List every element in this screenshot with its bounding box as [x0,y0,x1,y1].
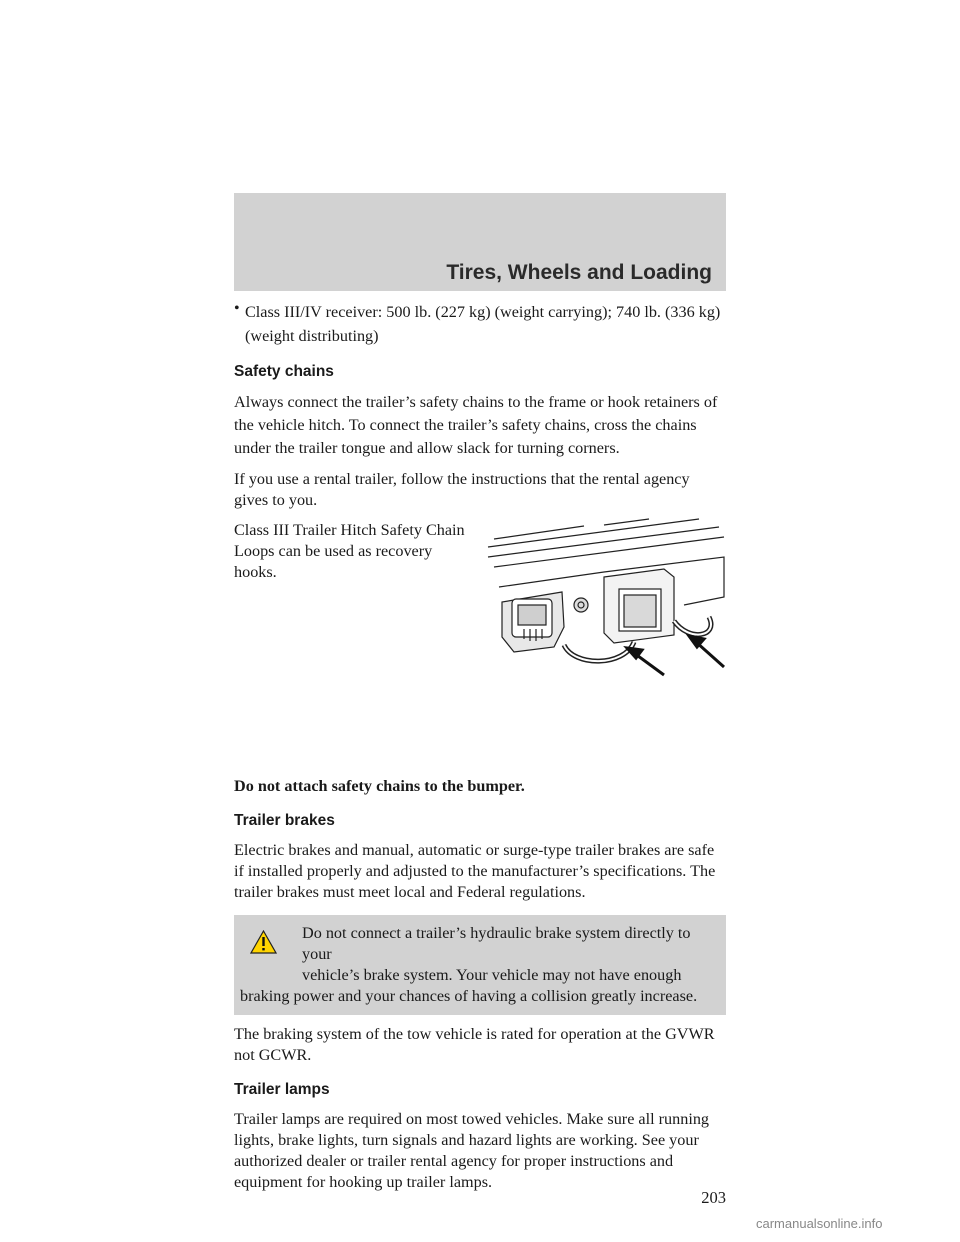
heading-trailer-lamps: Trailer lamps [234,1081,330,1098]
safety-chains-paragraph-1: Always connect the trailer’s safety chains to the frame or hook retainers of the vehicle hitch. To connect the trailer’s safety chains, cross the chains under the trailer tongue and allow slack for turning corners. [234,393,718,457]
warning-triangle-icon [250,930,277,954]
bullet-text: Class III/IV receiver: 500 lb. (227 kg) (weight carrying); 740 lb. (336 kg) (weight distributing) [245,303,721,345]
page-content [234,296,726,1193]
warning-box [234,915,726,1015]
watermark: carmanualsonline.info [756,1216,883,1231]
trailer-lamps-paragraph-1: Trailer lamps are required on most towed vehicles. Make sure all running lights, brake lights, turn signals and hazard lights are working. See your authorized dealer or trailer rental agency for proper instructions and equipment for hooking up trailer lamps. [234,1110,710,1191]
safety-chains-bumper-warning: Do not attach safety chains to the bumper. [234,777,525,795]
safety-chains-paragraph-3: Class III Trailer Hitch Safety Chain Loops can be used as recovery hooks. [234,521,465,581]
warning-text-line-3: braking power and your chances of having a collision greatly increase. [240,987,698,1005]
page-section-title: Tires, Wheels and Loading [446,261,712,284]
safety-chains-paragraph-2: If you use a rental trailer, follow the instructions that the rental agency gives to you. [234,470,690,509]
figure-row [234,520,726,776]
trailer-brakes-paragraph-1: Electric brakes and manual, automatic or surge-type trailer brakes are safe if installed properly and adjusted to the manufacturer’s specifications. The trailer brakes must meet local and Federal regulations. [234,841,716,901]
bullet-item [234,300,726,348]
warning-text-line-2: vehicle’s brake system. Your vehicle may not have enough [302,966,682,984]
heading-trailer-brakes: Trailer brakes [234,812,335,829]
heading-safety-chains: Safety chains [234,363,334,380]
header-band [234,193,726,291]
trailer-brakes-paragraph-2: The braking system of the tow vehicle is rated for operation at the GVWR not GCWR. [234,1025,715,1064]
page-number: 203 [701,1188,726,1207]
warning-text-line-1: Do not connect a trailer’s hydraulic brake system directly to your [302,924,691,963]
hitch-safety-chain-loops-illustration [484,517,729,683]
bullet-dot-icon: • [234,300,240,317]
